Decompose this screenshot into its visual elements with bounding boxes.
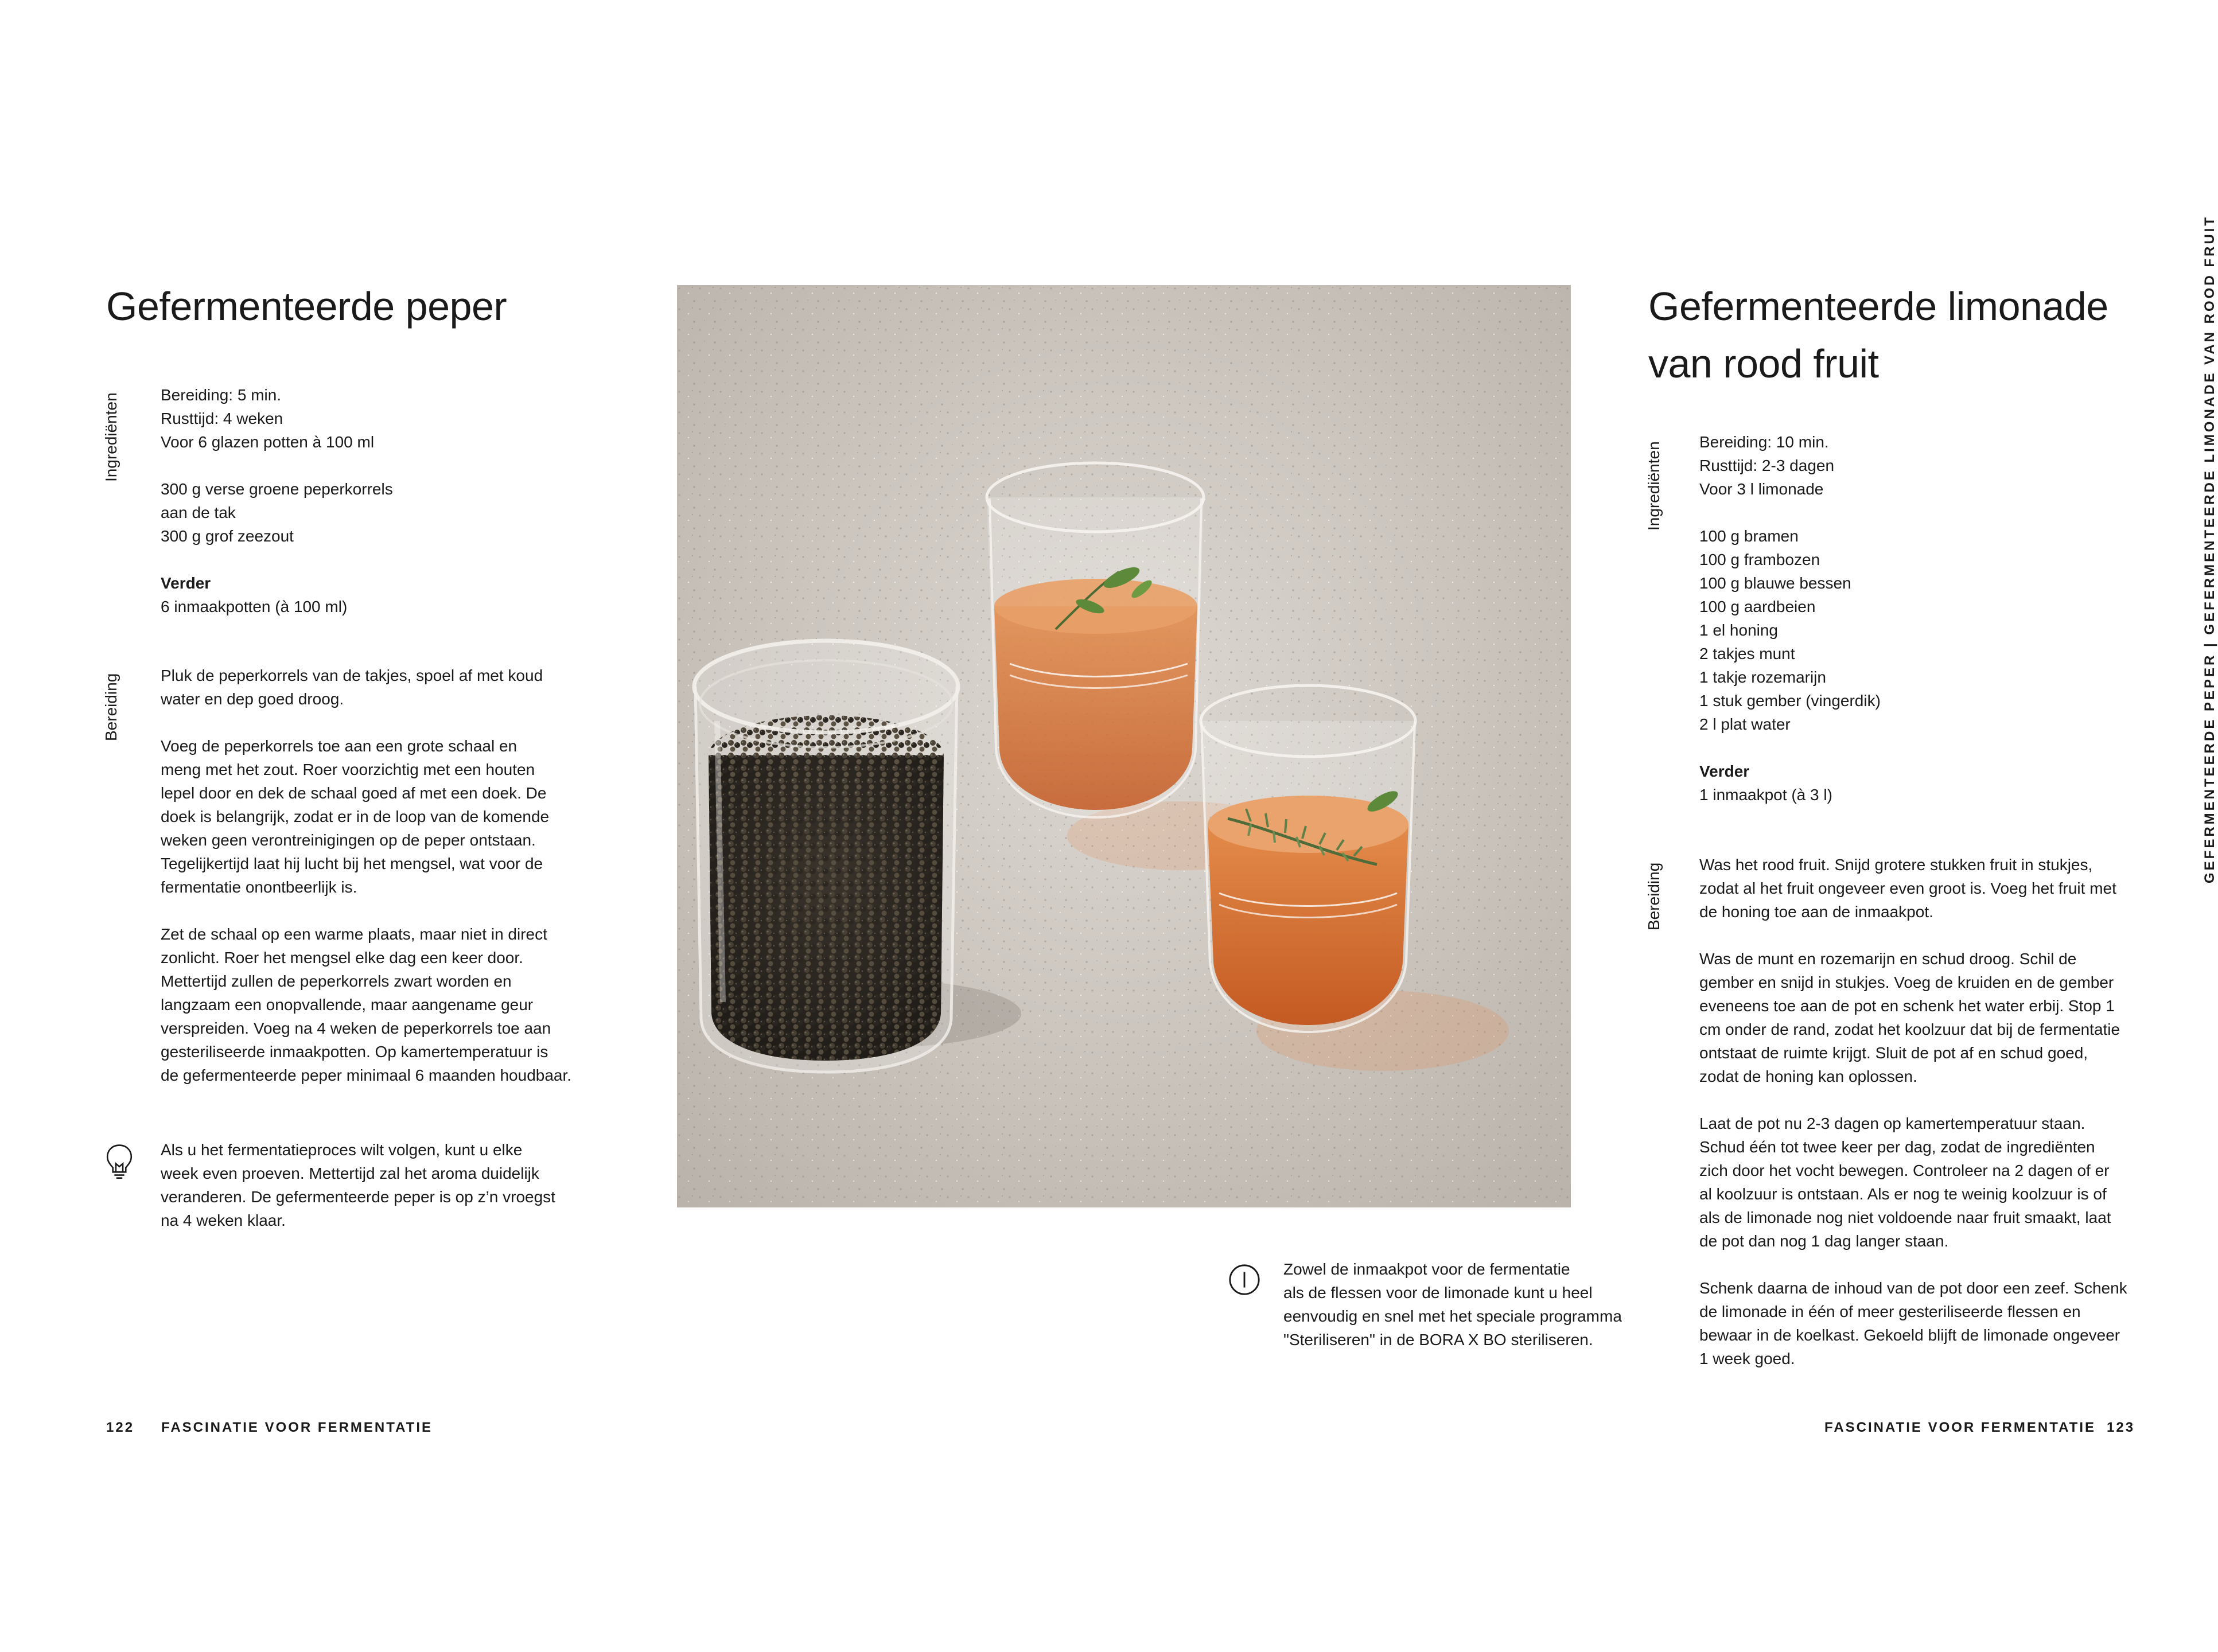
left-step-line: Zet de schaal op een warme plaats, maar niet in direct: [161, 925, 547, 943]
left-step-line: doek is belangrijk, zodat er in de loop van de komende: [161, 808, 550, 825]
right-extra-heading: Verder: [1699, 762, 1750, 780]
right-step-line: de pot dan nog 1 dag langer staan.: [1699, 1232, 1949, 1250]
right-title-line: van rood fruit: [1648, 341, 1879, 386]
right-step-line: 1 week goed.: [1699, 1350, 1795, 1367]
right-ingredient-line: 100 g bramen: [1699, 527, 1799, 545]
left-tip-line: week even proeven. Mettertijd zal het aroma duidelijk: [161, 1164, 539, 1182]
photo-note-line: eenvoudig en snel met het speciale programma: [1283, 1307, 1622, 1325]
left-meta-line: Rusttijd: 4 weken: [161, 410, 283, 427]
left-step-line: zonlicht. Roer het mengsel elke dag een keer door.: [161, 949, 523, 967]
left-tip-block: [161, 1138, 620, 1232]
right-preparation-label: Bereiding: [1645, 862, 1663, 930]
right-step-line: Was de munt en rozemarijn en schud droog. Schil de: [1699, 950, 2077, 968]
left-step-line: meng met het zout. Roer voorzichtig met een houten: [161, 761, 535, 778]
photo-note-line: Zowel de inmaakpot voor de fermentatie: [1283, 1260, 1570, 1278]
right-step-line: al koolzuur is ontstaan. Als er nog te weinig koolzuur is of: [1699, 1185, 2107, 1203]
right-ingredients-label: Ingrediënten: [1645, 441, 1663, 531]
right-extra-line: 1 inmaakpot (à 3 l): [1699, 786, 1832, 804]
right-step-line: Schud één tot twee keer per dag, zodat de ingrediënten: [1699, 1138, 2095, 1156]
left-ingredient-line: 300 g verse groene peperkorrels: [161, 480, 393, 498]
left-step-line: fermentatie onontbeerlijk is.: [161, 878, 357, 896]
right-ingredients-block: [1699, 430, 2158, 806]
right-step-line: de limonade in één of meer gesteriliseerde flessen en: [1699, 1303, 2081, 1320]
left-ingredient-line: aan de tak: [161, 504, 236, 521]
left-preparation-block: [161, 664, 620, 1087]
right-step-line: de honing toe aan de inmaakpot.: [1699, 903, 1933, 921]
right-ingredient-line: 2 takjes munt: [1699, 645, 1795, 663]
left-extra-line: 6 inmaakpotten (à 100 ml): [161, 598, 348, 615]
photo-note-line: als de flessen voor de limonade kunt u heel: [1283, 1284, 1593, 1302]
left-step-line: weken geen verontreinigingen op de peper ontstaan.: [161, 831, 536, 849]
right-step-line: zodat al het fruit ongeveer even groot is. Voeg het fruit met: [1699, 879, 2116, 897]
right-ingredient-line: 1 el honing: [1699, 621, 1779, 639]
right-step-line: zich door het vocht bewegen. Controleer na 2 dagen of er: [1699, 1162, 2110, 1179]
right-meta-line: Rusttijd: 2-3 dagen: [1699, 457, 1835, 474]
right-step-line: eveneens toe aan de pot en schenk het water erbij. Stop 1: [1699, 997, 2115, 1015]
right-ingredient-line: 100 g aardbeien: [1699, 598, 1816, 615]
left-step-line: Pluk de peperkorrels van de takjes, spoel af met koud: [161, 667, 543, 684]
photo-note-line: "Steriliseren" in de BORA X BO steriliseren.: [1283, 1331, 1593, 1349]
left-meta-line: Voor 6 glazen potten à 100 ml: [161, 433, 375, 451]
left-step-line: Mettertijd zullen de peperkorrels zwart worden en: [161, 972, 512, 990]
left-page-number: 122: [106, 1420, 135, 1435]
left-step-line: de gefermenteerde peper minimaal 6 maanden houdbaar.: [161, 1066, 572, 1084]
right-page-number: 123: [2107, 1420, 2135, 1435]
right-title-line: Gefermenteerde limonade: [1648, 284, 2108, 329]
left-tip-line: Als u het fermentatieproces wilt volgen, kunt u elke: [161, 1141, 523, 1159]
right-step-line: als de limonade nog niet voldoende naar fruit smaakt, laat: [1699, 1209, 2111, 1226]
left-ingredients-block: [161, 383, 620, 618]
right-ingredient-line: 1 takje rozemarijn: [1699, 668, 1826, 686]
left-step-line: water en dep goed droog.: [161, 690, 344, 708]
right-meta-line: Bereiding: 10 min.: [1699, 433, 1829, 451]
right-step-line: Was het rood fruit. Snijd grotere stukken fruit in stukjes,: [1699, 856, 2093, 874]
left-recipe-title: Gefermenteerde peper: [106, 284, 507, 329]
left-extra-heading: Verder: [161, 574, 211, 592]
right-ingredient-line: 100 g frambozen: [1699, 551, 1820, 568]
right-ingredient-line: 100 g blauwe bessen: [1699, 574, 1851, 592]
left-footer-section: FASCINATIE VOOR FERMENTATIE: [161, 1420, 433, 1435]
right-meta-line: Voor 3 l limonade: [1699, 480, 1824, 498]
lightbulb-icon: [104, 1141, 134, 1183]
right-step-line: bewaar in de koelkast. Gekoeld blijft de limonade ongeveer: [1699, 1326, 2120, 1344]
left-step-line: verspreiden. Voeg na 4 weken de peperkorrels toe aan: [161, 1019, 551, 1037]
left-tip-line: veranderen. De gefermenteerde peper is op z’n vroegst: [161, 1188, 555, 1206]
right-footer-section: FASCINATIE VOOR FERMENTATIE: [1824, 1420, 2096, 1435]
left-tip-line: na 4 weken klaar.: [161, 1211, 286, 1229]
photo-note-block: [1283, 1257, 1685, 1351]
info-icon: [1228, 1263, 1261, 1296]
left-step-line: langzaam een onopvallende, maar aangename geur: [161, 996, 534, 1014]
right-recipe-title: [1648, 278, 2108, 392]
right-ingredient-line: 1 stuk gember (vingerdik): [1699, 692, 1881, 710]
right-preparation-block: [1699, 853, 2170, 1370]
right-ingredient-line: 2 l plat water: [1699, 715, 1791, 733]
left-ingredient-line: 300 g grof zeezout: [161, 527, 294, 545]
left-preparation-label: Bereiding: [102, 673, 120, 741]
recipe-photo: [677, 285, 1571, 1207]
right-step-line: cm onder de rand, zodat het koolzuur dat bij de fermentatie: [1699, 1020, 2120, 1038]
left-step-line: lepel door en dek de schaal goed af met een doek. De: [161, 784, 547, 802]
right-step-line: Schenk daarna de inhoud van de pot door een zeef. Schenk: [1699, 1279, 2127, 1297]
running-side-title: GEFERMENTEERDE PEPER | GEFERMENTEERDE LIMONADE VAN ROOD FRUIT: [2202, 215, 2217, 883]
left-step-line: Tegelijkertijd laat hij lucht bij het mengsel, wat voor de: [161, 855, 543, 872]
left-step-line: gesteriliseerde inmaakpotten. Op kamertemperatuur is: [161, 1043, 548, 1061]
left-step-line: Voeg de peperkorrels toe aan een grote schaal en: [161, 737, 517, 755]
left-meta-line: Bereiding: 5 min.: [161, 386, 282, 404]
left-ingredients-label: Ingrediënten: [102, 392, 120, 482]
right-step-line: zodat de honing kan oplossen.: [1699, 1067, 1917, 1085]
right-step-line: Laat de pot nu 2-3 dagen op kamertemperatuur staan.: [1699, 1115, 2085, 1132]
right-step-line: ontstaat de ruimte krijgt. Sluit de pot af en schud goed,: [1699, 1044, 2088, 1062]
right-step-line: gember en snijd in stukjes. Voeg de kruiden en de gember: [1699, 973, 2114, 991]
